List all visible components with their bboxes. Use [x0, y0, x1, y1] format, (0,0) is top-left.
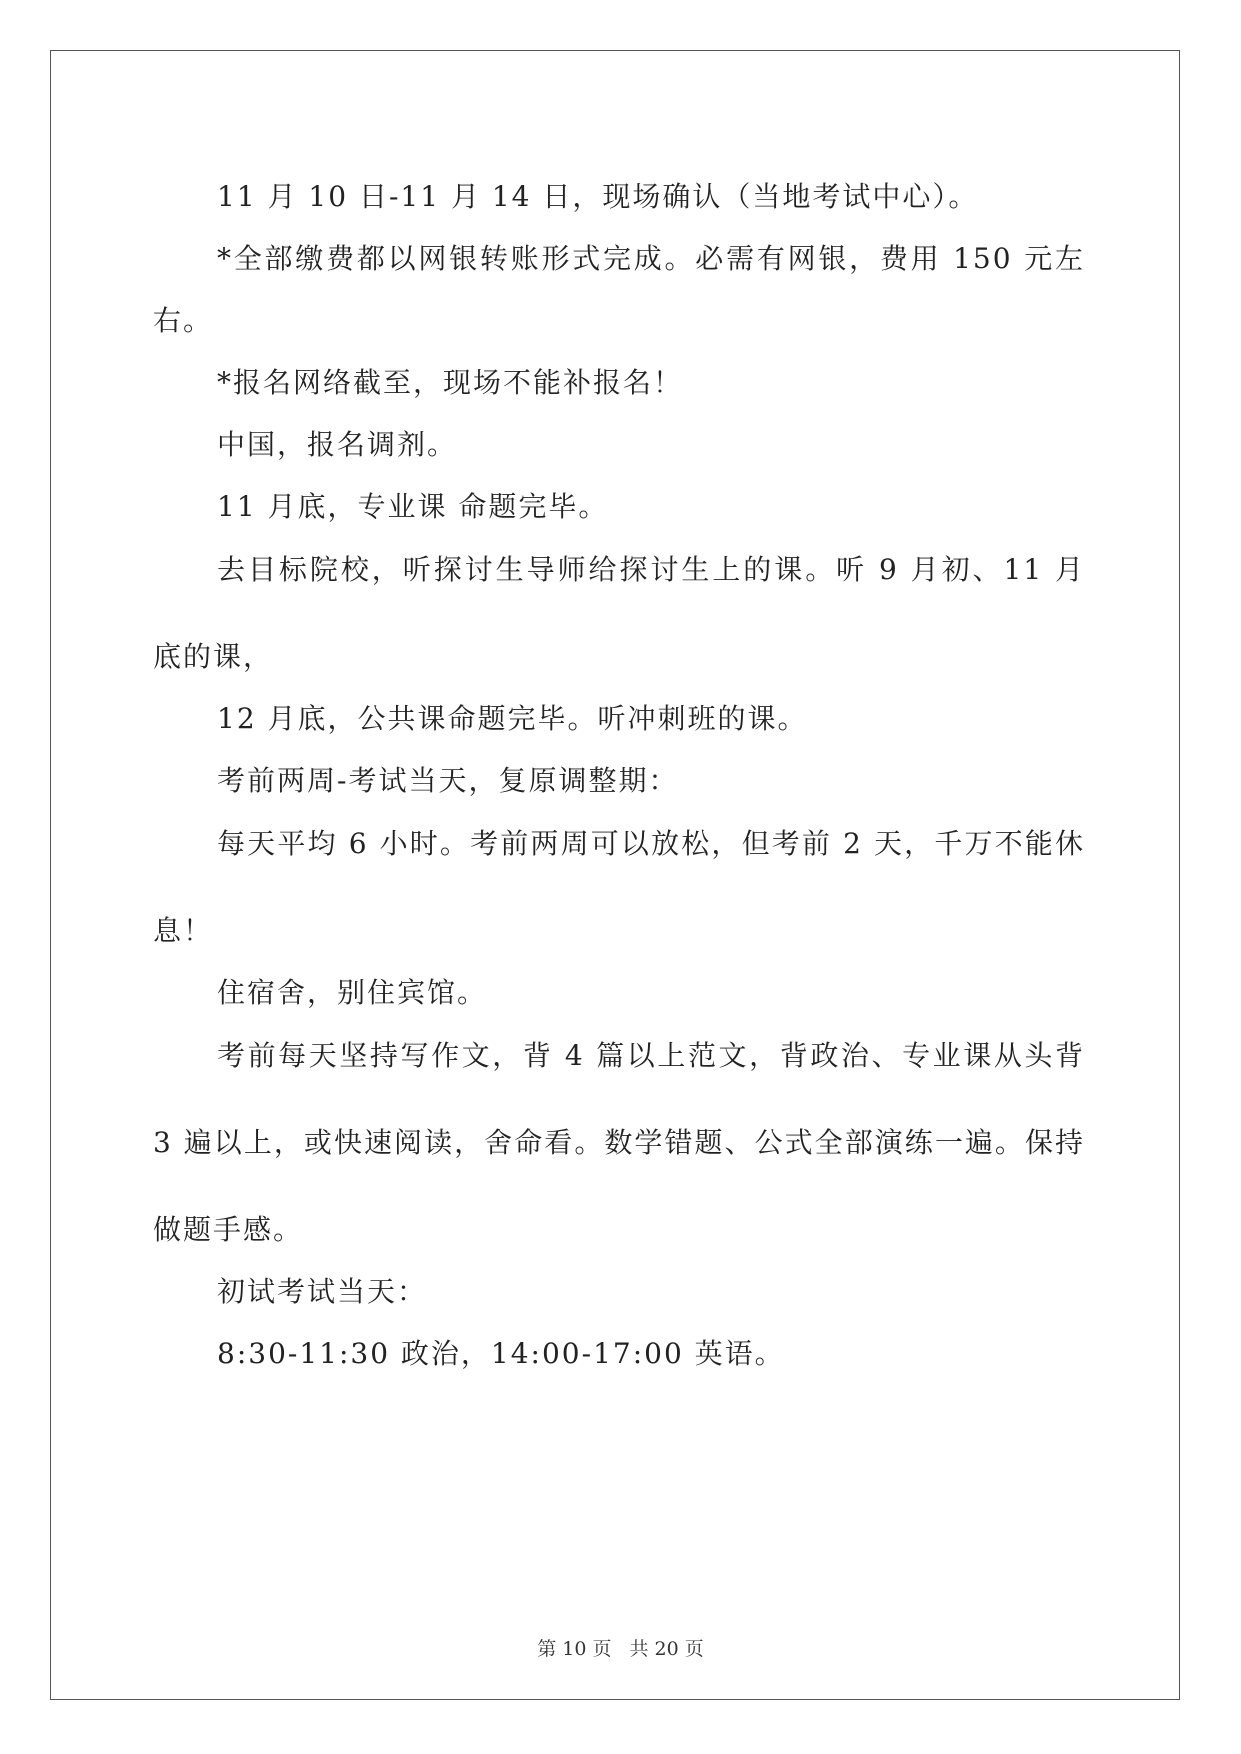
paragraph: 12 月底，公共课命题完毕。听冲刺班的课。	[217, 702, 808, 735]
page-footer	[0, 1636, 1241, 1662]
page-number: 第 10 页	[537, 1638, 612, 1660]
paragraph: 中国，报名调剂。	[217, 428, 458, 461]
page-total: 共 20 页	[629, 1638, 704, 1660]
paragraph: 8:30-11:30 政治，14:00-17:00 英语。	[217, 1337, 785, 1370]
paragraph: 11 月底，专业课 命题完毕。	[217, 490, 609, 523]
paragraph: 考前两周-考试当天，复原调整期：	[217, 764, 679, 797]
paragraph: 住宿舍，别住宾馆。	[217, 976, 488, 1009]
document-body	[153, 166, 1085, 1385]
paragraph: 每天平均 6 小时。考前两周可以放松，但考前 2 天，千万不能休息！	[153, 827, 1085, 947]
paragraph: 去目标院校，听探讨生导师给探讨生上的课。听 9 月初、11 月底的课，	[153, 553, 1085, 673]
paragraph: *全部缴费都以网银转账形式完成。必需有网银，费用 150 元左右。	[153, 242, 1085, 337]
paragraph: 考前每天坚持写作文，背 4 篇以上范文，背政治、专业课从头背 3 遍以上，或快速阅读，舍命看。数学错题、公式全部演练一遍。保持做题手感。	[153, 1039, 1085, 1246]
paragraph: 11 月 10 日-11 月 14 日，现场确认（当地考试中心）。	[217, 180, 979, 213]
paragraph: 初试考试当天：	[217, 1275, 428, 1308]
paragraph: *报名网络截至，现场不能补报名！	[217, 366, 684, 399]
